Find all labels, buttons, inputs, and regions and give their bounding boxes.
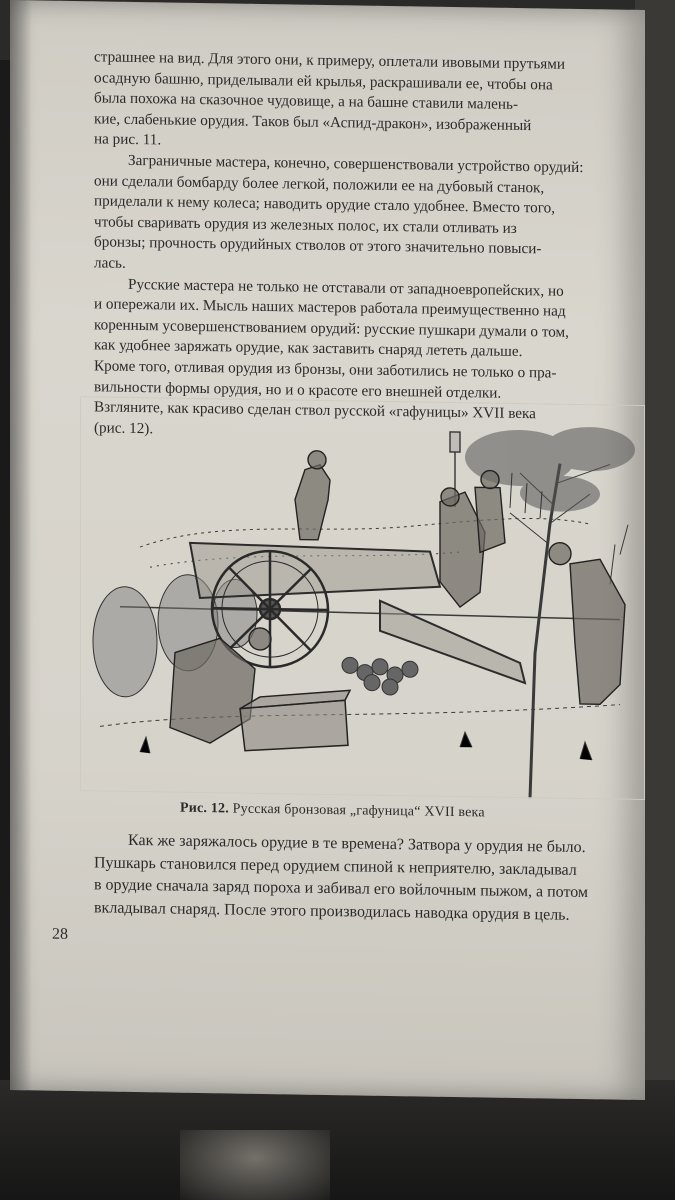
book-page (10, 0, 645, 1100)
background-floor (180, 1130, 330, 1200)
text-line: как удобнее заряжать орудие, как заставить снаряд лететь дальше. (94, 336, 523, 361)
text-line: в орудие сначала заряд пороха и забивал его войлочным пыжом, а потом (94, 876, 589, 902)
text-line: лась. (94, 254, 126, 272)
figure-caption-text: Русская бронзовая „гафуница“ XVII века (232, 801, 485, 821)
text-line: вильности формы орудия, но и о красоте его внешней отделки. (94, 377, 502, 402)
figure-caption (180, 801, 600, 824)
bottom-text-block (94, 829, 634, 927)
text-line: и опережали их. Мысль наших мастеров работала преимущественно над (94, 295, 566, 320)
text-line: вкладывал снаряд. После этого производилась наводка орудия в цель. (94, 898, 570, 924)
text-line: была похожа на сказочное чудовище, а на башне ставили малень- (94, 89, 519, 114)
text-line: чтобы сваривать орудия из железных полос, их стали отливать из (94, 213, 517, 237)
paragraph-4 (94, 829, 634, 927)
text-line: Взгляните, как красиво сделан ствол русской «гафуницы» XVII века (94, 398, 536, 423)
text-line: страшнее на вид. Для этого они, к примеру, оплетали ивовыми прутьями (94, 48, 566, 73)
cannon-illustration (80, 396, 645, 800)
text-line: коренным усовершенствованием орудий: русские пушкари думали о том, (94, 316, 569, 341)
text-line: бронзы; прочность орудийных стволов от этого значительно повыси- (94, 233, 542, 258)
text-line: Пушкарь становился перед орудием спиной к неприятелю, закладывал (94, 853, 577, 879)
page-gutter-shadow (10, 0, 32, 1090)
page-number: 28 (52, 925, 68, 943)
text-line: на рис. 11. (94, 130, 162, 149)
text-line: (рис. 12). (94, 419, 154, 437)
text-line: кие, слабенькие орудия. Таков был «Аспид-дракон», изображенный (94, 110, 532, 134)
text-line: Кроме того, отливая орудия из бронзы, они заботились не только о пра- (94, 357, 557, 382)
text-line: приделали к нему колеса; наводить орудие стало удобнее. Вместо того, (94, 192, 556, 217)
text-line: Как же заряжалось орудие в те времена? Затвора у орудия не было. (128, 831, 586, 857)
top-text-block (94, 47, 634, 447)
text-line: они сделали бомбарду более легкой, положили ее на дубовый станок, (94, 171, 545, 196)
text-line: осадную башню, приделывали ей крылья, раскрашивали ее, чтобы она (94, 68, 553, 94)
text-line: Заграничные мастера, конечно, совершенствовали устройство орудий: (128, 151, 584, 176)
figure-caption-label: Рис. 12. (180, 800, 229, 817)
paragraph-1 (94, 47, 634, 158)
paragraph-2 (94, 150, 634, 282)
text-line: Русские мастера не только не отставали от западноевропейских, но (128, 275, 564, 300)
